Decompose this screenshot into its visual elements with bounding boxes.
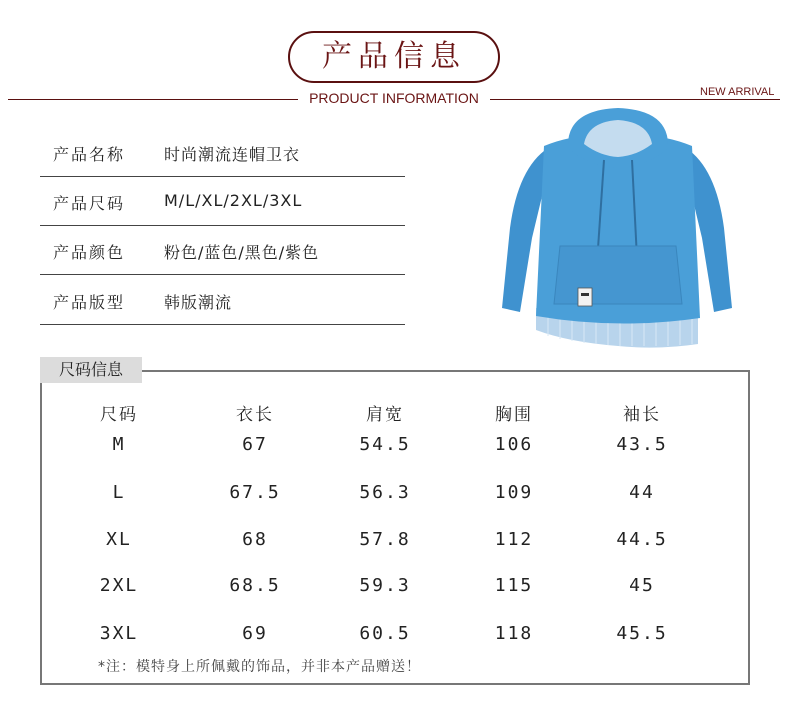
table-cell: 43.5 bbox=[616, 434, 668, 455]
table-header: 肩宽 bbox=[366, 405, 404, 425]
table-cell: 3XL bbox=[99, 623, 139, 644]
new-arrival-tag: NEW ARRIVAL bbox=[700, 86, 775, 98]
info-row-fit bbox=[40, 276, 405, 325]
table-cell: 109 bbox=[494, 482, 534, 503]
info-row-size bbox=[40, 177, 405, 226]
table-cell: 69 bbox=[242, 623, 268, 644]
table-cell: 68 bbox=[242, 529, 268, 550]
table-cell: 112 bbox=[494, 529, 534, 550]
header-divider-left bbox=[8, 99, 298, 100]
disclaimer-note: *注：模特身上所佩戴的饰品，并非本产品赠送！ bbox=[98, 659, 421, 675]
info-row-color bbox=[40, 226, 405, 275]
info-label: 产品名称 bbox=[53, 145, 126, 164]
table-cell: M bbox=[112, 434, 126, 455]
table-cell: 67.5 bbox=[229, 482, 281, 503]
table-cell: 67 bbox=[242, 434, 268, 455]
info-label: 产品颜色 bbox=[53, 243, 126, 262]
table-cell: 45 bbox=[629, 575, 655, 596]
table-cell: 56.3 bbox=[359, 482, 411, 503]
info-value: 韩版潮流 bbox=[164, 293, 233, 312]
table-cell: 44 bbox=[629, 482, 655, 503]
table-cell: XL bbox=[106, 529, 132, 550]
info-label: 产品版型 bbox=[53, 293, 126, 312]
header-divider-right bbox=[490, 99, 780, 100]
info-value: 粉色/蓝色/黑色/紫色 bbox=[164, 243, 320, 262]
table-header: 袖长 bbox=[623, 405, 661, 425]
table-header: 衣长 bbox=[236, 405, 274, 425]
info-label: 产品尺码 bbox=[53, 194, 126, 213]
table-header: 胸围 bbox=[495, 405, 533, 425]
table-cell: 118 bbox=[494, 623, 534, 644]
table-cell: 115 bbox=[494, 575, 534, 596]
page-title: 产品信息 bbox=[288, 31, 500, 83]
size-table-tab: 尺码信息 bbox=[40, 357, 142, 383]
table-cell: 59.3 bbox=[359, 575, 411, 596]
info-row-name bbox=[40, 128, 405, 177]
hoodie-image bbox=[498, 108, 738, 358]
table-cell: 68.5 bbox=[229, 575, 281, 596]
table-cell: 57.8 bbox=[359, 529, 411, 550]
table-cell: 44.5 bbox=[616, 529, 668, 550]
table-cell: 2XL bbox=[99, 575, 139, 596]
table-header: 尺码 bbox=[100, 405, 138, 425]
page-subtitle: PRODUCT INFORMATION bbox=[309, 90, 479, 106]
table-cell: 54.5 bbox=[359, 434, 411, 455]
size-table bbox=[40, 370, 750, 685]
info-value: 时尚潮流连帽卫衣 bbox=[164, 145, 301, 164]
table-cell: 60.5 bbox=[359, 623, 411, 644]
info-value: M/L/XL/2XL/3XL bbox=[164, 191, 303, 210]
table-cell: L bbox=[112, 482, 126, 503]
table-cell: 45.5 bbox=[616, 623, 668, 644]
table-cell: 106 bbox=[494, 434, 534, 455]
